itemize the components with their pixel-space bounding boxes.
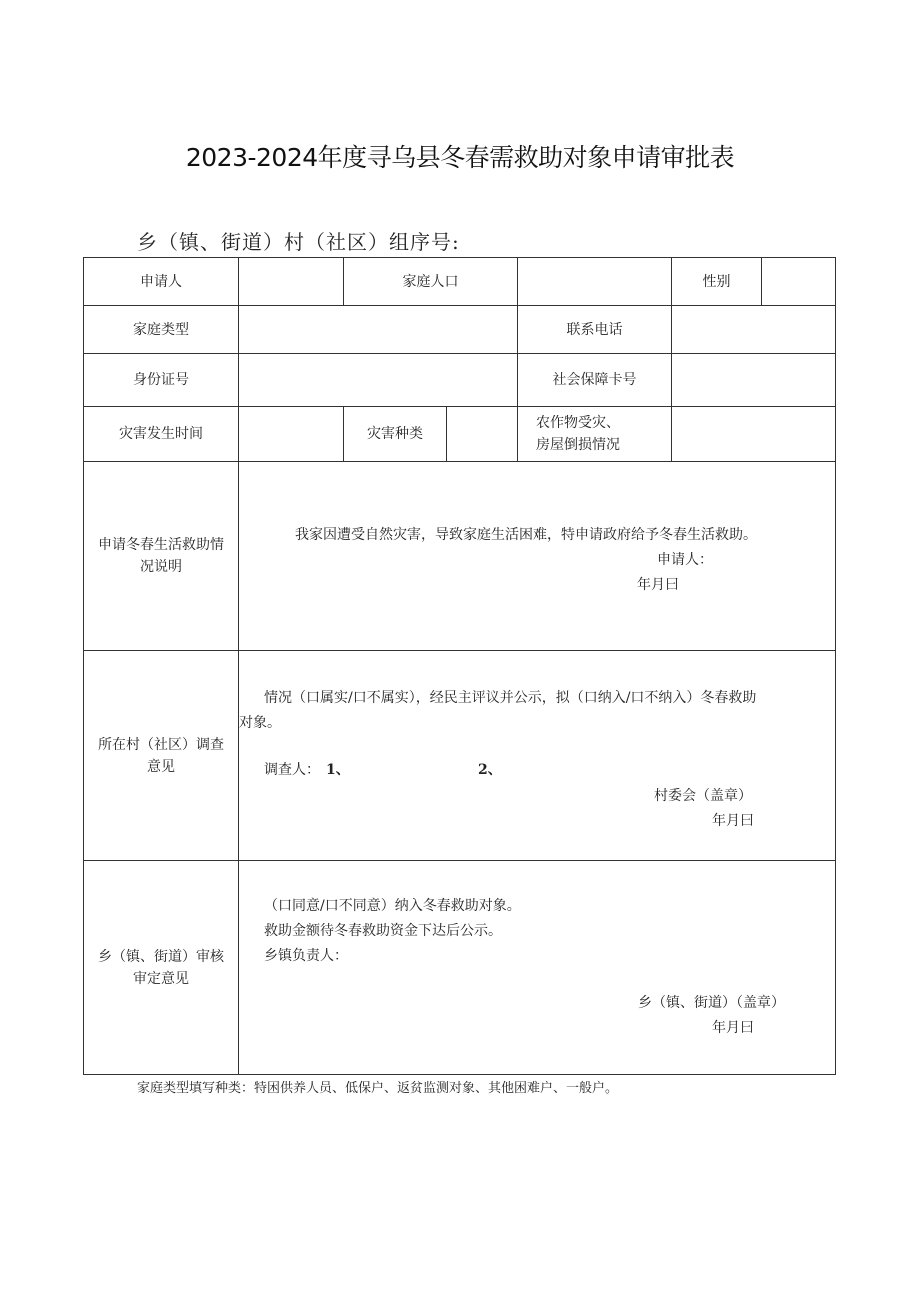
- social-card-field[interactable]: [672, 354, 835, 406]
- application-date: 年月曰: [637, 577, 679, 593]
- crop-damage-label: [518, 407, 671, 461]
- disaster-type-field[interactable]: [447, 407, 517, 461]
- township-seal: 乡（镇、街道）（盖章）: [638, 995, 785, 1011]
- crop-damage-field[interactable]: [672, 407, 835, 461]
- family-type-label: 家庭类型: [133, 321, 189, 338]
- applicant-field[interactable]: [239, 258, 343, 305]
- village-opinion-label-line2: 意见: [147, 758, 175, 775]
- gender-field[interactable]: [762, 258, 835, 305]
- township-opinion-text-line2: 救助金额待冬春救助资金下达后公示。: [264, 923, 502, 939]
- application-statement-label: [84, 462, 238, 650]
- application-form-table: [83, 257, 836, 1075]
- application-statement-area[interactable]: [239, 462, 835, 650]
- crop-damage-label-line2: 房屋倒损情况: [536, 437, 620, 453]
- investigator-2-label: 2、: [478, 762, 502, 778]
- application-statement-label-line1: 申请冬春生活救助情: [98, 537, 224, 553]
- township-review-label: [84, 861, 238, 1074]
- applicant-signature-label: 申请人：: [657, 552, 713, 568]
- location-header: 乡（镇、街道）村（社区）组序号:: [137, 230, 460, 254]
- crop-damage-label-line1: 农作物受灾、: [536, 415, 620, 431]
- village-opinion-label: [84, 651, 238, 860]
- village-opinion-text-line1: 情况（口属实/口不属实），经民主评议并公示，拟（口纳入/口不纳入）冬春救助: [264, 690, 757, 706]
- investigator-label: 调查人：: [264, 762, 320, 778]
- township-review-area[interactable]: [239, 861, 835, 1074]
- township-review-date: 年月曰: [712, 1020, 754, 1036]
- gender-label: 性别: [702, 273, 731, 290]
- phone-field[interactable]: [672, 306, 835, 353]
- village-opinion-text-line2: 对象。: [239, 715, 281, 731]
- social-card-label: 社会保障卡号: [552, 372, 637, 388]
- township-review-label-line2: 审定意见: [133, 970, 189, 987]
- id-number-label: 身份证号: [133, 372, 189, 388]
- page-title: 2023-2024年度寻乌县冬春需救助对象申请审批表: [185, 143, 735, 172]
- disaster-type-label: 灾害种类: [367, 426, 423, 442]
- disaster-time-label: 灾害发生时间: [119, 426, 203, 442]
- village-opinion-label-line1: 所在村（社区）调查: [98, 736, 224, 753]
- applicant-label: 申请人: [140, 273, 182, 290]
- household-size-field[interactable]: [518, 258, 671, 305]
- phone-label: 联系电话: [566, 321, 623, 338]
- township-opinion-text-line1: （口同意/口不同意）纳入冬春救助对象。: [264, 898, 521, 914]
- id-number-field[interactable]: [239, 354, 517, 406]
- investigator-1-label: 1、: [326, 762, 350, 778]
- household-size-label: 家庭人口: [402, 273, 459, 290]
- footnote: 家庭类型填写种类：特困供养人员、低保户、返贫监测对象、其他困难户、一般户。: [137, 1081, 619, 1096]
- village-committee-seal: 村委会（盖章）: [654, 788, 752, 804]
- disaster-time-field[interactable]: [239, 407, 343, 461]
- application-statement-text: 我家因遭受自然灾害，导致家庭生活困难，特申请政府给予冬春生活救助。: [295, 527, 757, 543]
- application-statement-label-line2: 况说明: [140, 559, 182, 575]
- village-opinion-date: 年月曰: [712, 813, 754, 829]
- family-type-field[interactable]: [239, 306, 517, 353]
- township-review-label-line1: 乡（镇、街道）审核: [98, 948, 224, 965]
- township-responsible-label: 乡镇负责人：: [264, 948, 348, 964]
